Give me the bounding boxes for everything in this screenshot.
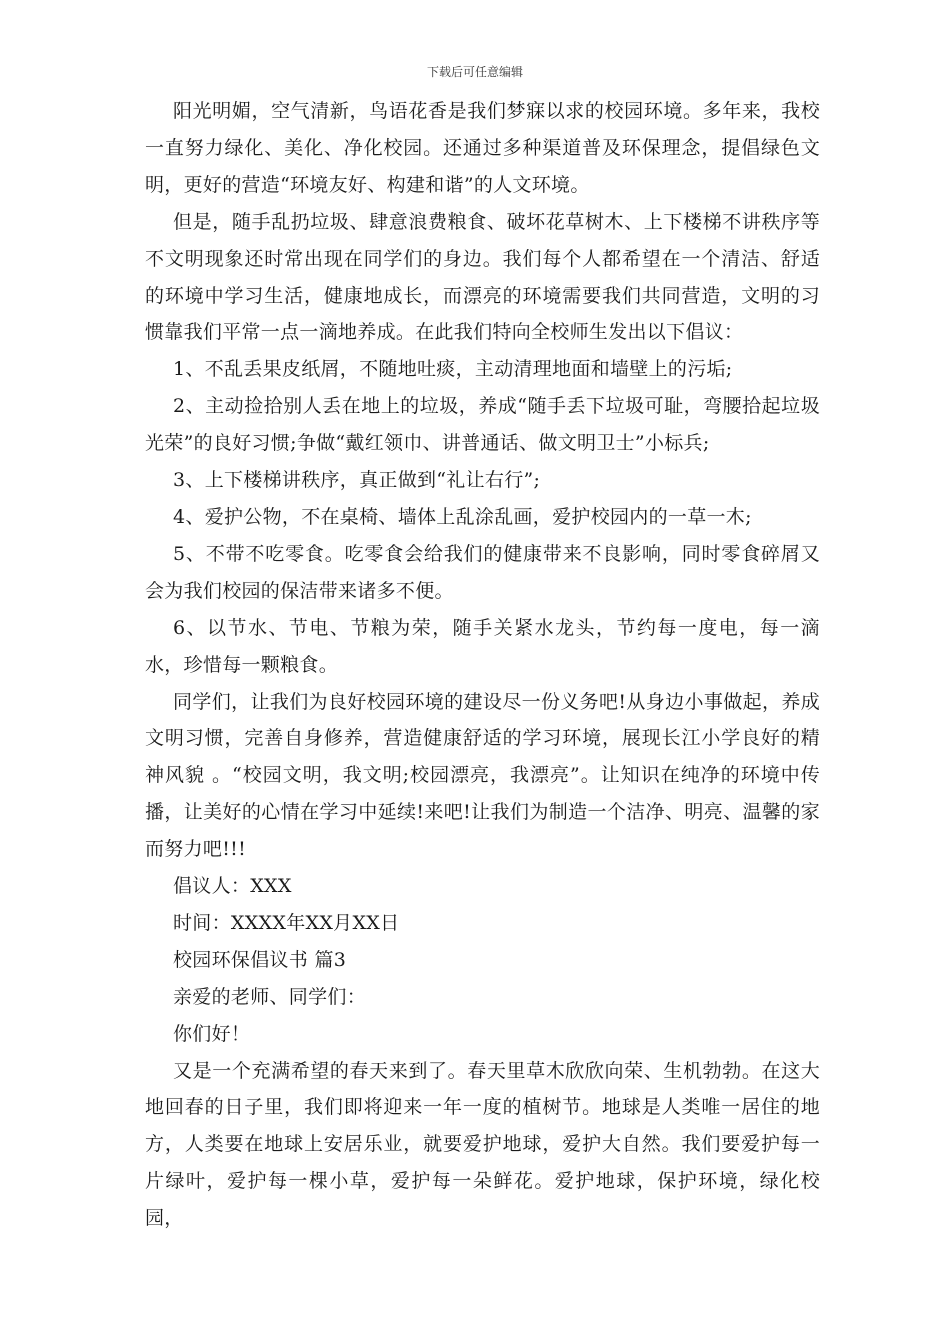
page-header: 下载后可任意编辑 — [426, 65, 523, 79]
proposal-item-2: 2、主动捡拾别人丢在地上的垃圾，养成“随手丢下垃圾可耻，弯腰拾起垃圾光荣”的良好习惯;争做“戴红领巾、讲普通话、做文明卫士”小标兵; — [145, 395, 820, 455]
greeting: 你们好！ — [173, 1022, 251, 1045]
paragraph-problem: 但是，随手乱扔垃圾、肆意浪费粮食、破坏花草树木、上下楼梯不讲秩序等不文明现象还时常出现在同学们的身边。我们每个人都希望在一个清洁、舒适的环境中学习生活，健康地成长，而漂亮的环境需要我们共同营造，文明的习惯靠我们平常一点一滴地养成。在此我们特向全校师生发出以下倡议： — [145, 210, 820, 344]
section-title: 校园环保倡议书 篇3 — [173, 948, 347, 971]
proposal-item-3: 3、上下楼梯讲秩序，真正做到“礼让右行”; — [173, 469, 541, 492]
proposal-item-5: 5、不带不吃零食。吃零食会给我们的健康带来不良影响，同时零食碎屑又会为我们校园的保洁带来诸多不便。 — [145, 542, 820, 602]
document-body — [145, 93, 820, 1237]
paragraph-intro: 阳光明媚，空气清新，鸟语花香是我们梦寐以求的校园环境。多年来，我校一直努力绿化、美化、净化校园。还通过多种渠道普及环保理念，提倡绿色文明，更好的营造“环境友好、构建和谐”的人文环境。 — [145, 100, 820, 196]
paragraph-call-to-action: 同学们，让我们为良好校园环境的建设尽一份义务吧!从身边小事做起，养成文明习惯，完善自身修养，营造健康舒适的学习环境，展现长江小学良好的精神风貌 。“校园文明，我文明;校园漂亮，我漂亮”。让知识在纯净的环境中传播，让美好的心情在学习中延续!来吧!让我们为制造一个洁净、明亮、温馨的家而努力吧!!! — [145, 690, 820, 861]
proposal-item-4: 4、爱护公物，不在桌椅、墙体上乱涂乱画，爱护校园内的一草一木; — [173, 505, 752, 528]
paragraph-spring: 又是一个充满希望的春天来到了。春天里草木欣欣向荣、生机勃勃。在这大地回春的日子里，我们即将迎来一年一度的植树节。地球是人类唯一居住的地方，人类要在地球上安居乐业，就要爱护地球，爱护大自然。我们要爱护每一片绿叶，爱护每一棵小草，爱护每一朵鲜花。爱护地球，保护环境，绿化校园， — [145, 1059, 820, 1230]
proposal-item-1: 1、不乱丢果皮纸屑，不随地吐痰，主动清理地面和墙壁上的污垢; — [173, 358, 733, 381]
salutation: 亲爱的老师、同学们： — [173, 985, 367, 1008]
date-line: 时间：XXXX年XX月XX日 — [173, 911, 400, 934]
proposer-line: 倡议人：XXX — [173, 875, 292, 898]
proposal-item-6: 6、以节水、节电、节粮为荣，随手关紧水龙头，节约每一度电，每一滴水，珍惜每一颗粮食。 — [145, 616, 820, 676]
